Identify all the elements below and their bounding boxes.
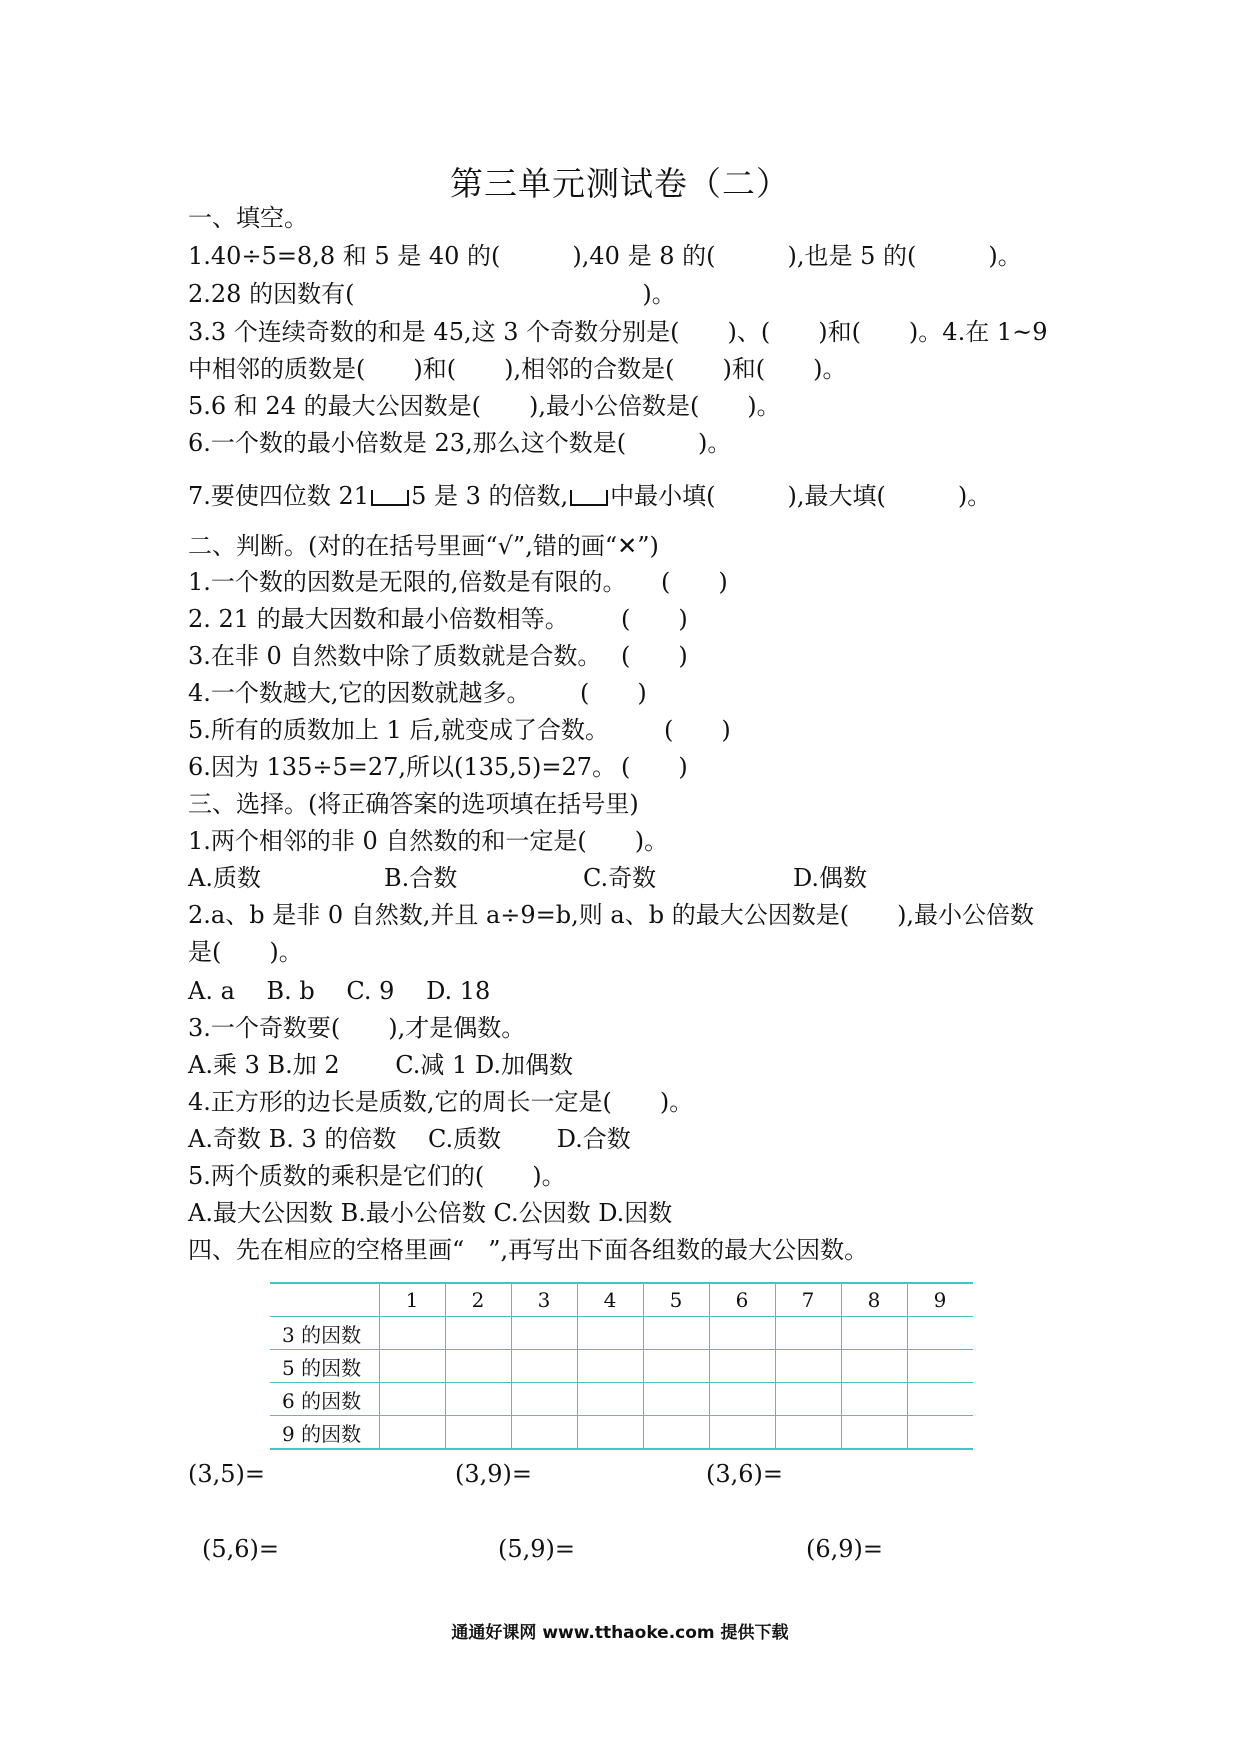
q3-options: A.乘 3 B.加 2 C.减 1 D.加偶数 [188,1051,573,1079]
answer-cell[interactable] [379,1317,445,1350]
answer-cell[interactable] [445,1416,511,1450]
blank-box [570,490,608,506]
answer-cell[interactable] [907,1350,973,1383]
s1-question-4: 中相邻的质数是( )和( ),相邻的合数是( )和( )。 [188,355,847,383]
judge-bracket-1: ( ) [661,568,728,596]
gcd-3-6: (3,6)= [706,1460,784,1488]
judge-bracket-4: ( ) [580,679,647,707]
answer-cell[interactable] [445,1383,511,1416]
answer-cell[interactable] [643,1383,709,1416]
answer-cell[interactable] [577,1416,643,1450]
gcd-5-9: (5,9)= [498,1535,576,1563]
answer-cell[interactable] [841,1317,907,1350]
q4-options: A.奇数 B. 3 的倍数 C.质数 D.合数 [188,1125,631,1153]
answer-cell[interactable] [709,1383,775,1416]
table-row [270,1383,973,1416]
answer-cell[interactable] [577,1350,643,1383]
answer-cell[interactable] [643,1350,709,1383]
choice-question-2-line2: 是( )。 [188,938,303,966]
answer-cell[interactable] [445,1350,511,1383]
q2-options: A. a B. b C. 9 D. 18 [188,977,491,1005]
answer-cell[interactable] [709,1317,775,1350]
row-label: 9 的因数 [270,1416,379,1450]
answer-cell[interactable] [511,1317,577,1350]
judge-bracket-2: ( ) [621,605,688,633]
q7-part3: 中最小填( ),最大填( )。 [610,482,992,510]
answer-cell[interactable] [445,1317,511,1350]
answer-cell[interactable] [511,1416,577,1450]
row-label: 5 的因数 [270,1350,379,1383]
answer-cell[interactable] [379,1350,445,1383]
column-header: 8 [841,1283,907,1317]
gcd-3-9: (3,9)= [455,1460,533,1488]
answer-cell[interactable] [775,1317,841,1350]
q1-option-a: A.质数 [188,864,261,892]
judge-item-5: 5.所有的质数加上 1 后,就变成了合数。 [188,716,610,744]
judge-bracket-3: ( ) [621,642,688,670]
table-corner-cell [270,1283,379,1317]
answer-cell[interactable] [379,1416,445,1450]
s1-question-6: 6.一个数的最小倍数是 23,那么这个数是( )。 [188,429,732,457]
answer-cell[interactable] [841,1383,907,1416]
answer-cell[interactable] [841,1416,907,1450]
gcd-5-6: (5,6)= [202,1535,280,1563]
choice-question-2-line1: 2.a、b 是非 0 自然数,并且 a÷9=b,则 a、b 的最大公因数是( ),最小公倍数 [188,901,1035,929]
s1-question-1: 1.40÷5=8,8 和 5 是 40 的( ),40 是 8 的( ),也是 5 的( )。 [188,242,1022,270]
choice-question-4: 4.正方形的边长是质数,它的周长一定是( )。 [188,1088,694,1116]
answer-cell[interactable] [511,1350,577,1383]
q5-options: A.最大公因数 B.最小公倍数 C.公因数 D.因数 [188,1199,673,1227]
answer-cell[interactable] [511,1383,577,1416]
choice-question-5: 5.两个质数的乘积是它们的( )。 [188,1162,566,1190]
row-label: 3 的因数 [270,1317,379,1350]
factor-table [270,1282,973,1450]
column-header: 2 [445,1283,511,1317]
judge-item-3: 3.在非 0 自然数中除了质数就是合数。 [188,642,602,670]
section4-heading: 四、先在相应的空格里画“ ”,再写出下面各组数的最大公因数。 [188,1236,869,1264]
q1-option-b: B.合数 [384,864,458,892]
section3-heading: 三、选择。(将正确答案的选项填在括号里) [188,790,639,818]
judge-item-2: 2. 21 的最大因数和最小倍数相等。 [188,605,569,633]
answer-cell[interactable] [577,1317,643,1350]
column-header: 6 [709,1283,775,1317]
column-header: 7 [775,1283,841,1317]
q7-part1: 7.要使四位数 21 [188,482,370,510]
answer-cell[interactable] [577,1383,643,1416]
footer-credit: 通通好课网 www.tthaoke.com 提供下载 [451,1623,789,1643]
answer-cell[interactable] [907,1383,973,1416]
judge-bracket-5: ( ) [664,716,731,744]
page-title: 第三单元测试卷（二） [450,164,790,203]
column-header: 4 [577,1283,643,1317]
q7-part2: 5 是 3 的倍数, [411,482,569,510]
table-row [270,1317,973,1350]
s1-question-3: 3.3 个连续奇数的和是 45,这 3 个奇数分别是( )、( )和( )。4.在 1~9 [188,318,1048,346]
row-label: 6 的因数 [270,1383,379,1416]
s1-question-2: 2.28 的因数有( )。 [188,280,676,308]
answer-cell[interactable] [775,1350,841,1383]
choice-question-3: 3.一个奇数要( ),才是偶数。 [188,1014,526,1042]
judge-bracket-6: ( ) [621,753,688,781]
answer-cell[interactable] [643,1317,709,1350]
answer-cell[interactable] [643,1416,709,1450]
answer-cell[interactable] [907,1317,973,1350]
judge-item-4: 4.一个数越大,它的因数就越多。 [188,679,531,707]
answer-cell[interactable] [709,1350,775,1383]
judge-item-1: 1.一个数的因数是无限的,倍数是有限的。 [188,568,627,596]
column-header: 9 [907,1283,973,1317]
q1-option-d: D.偶数 [793,864,868,892]
column-header: 1 [379,1283,445,1317]
blank-box [371,490,409,506]
table-header-row [270,1283,973,1317]
choice-question-1: 1.两个相邻的非 0 自然数的和一定是( )。 [188,827,669,855]
answer-cell[interactable] [775,1416,841,1450]
table-row [270,1350,973,1383]
column-header: 5 [643,1283,709,1317]
answer-cell[interactable] [907,1416,973,1450]
answer-cell[interactable] [709,1416,775,1450]
answer-cell[interactable] [841,1350,907,1383]
q1-option-c: C.奇数 [583,864,657,892]
section1-heading: 一、填空。 [188,204,308,232]
s1-question-7 [188,481,991,511]
judge-item-6: 6.因为 135÷5=27,所以(135,5)=27。 [188,753,617,781]
table-row [270,1416,973,1450]
gcd-6-9: (6,9)= [806,1535,884,1563]
gcd-3-5: (3,5)= [188,1460,266,1488]
column-header: 3 [511,1283,577,1317]
answer-cell[interactable] [775,1383,841,1416]
section2-heading: 二、判断。(对的在括号里画“√”,错的画“✕”) [188,532,659,560]
s1-question-5: 5.6 和 24 的最大公因数是( ),最小公倍数是( )。 [188,392,781,420]
answer-cell[interactable] [379,1383,445,1416]
